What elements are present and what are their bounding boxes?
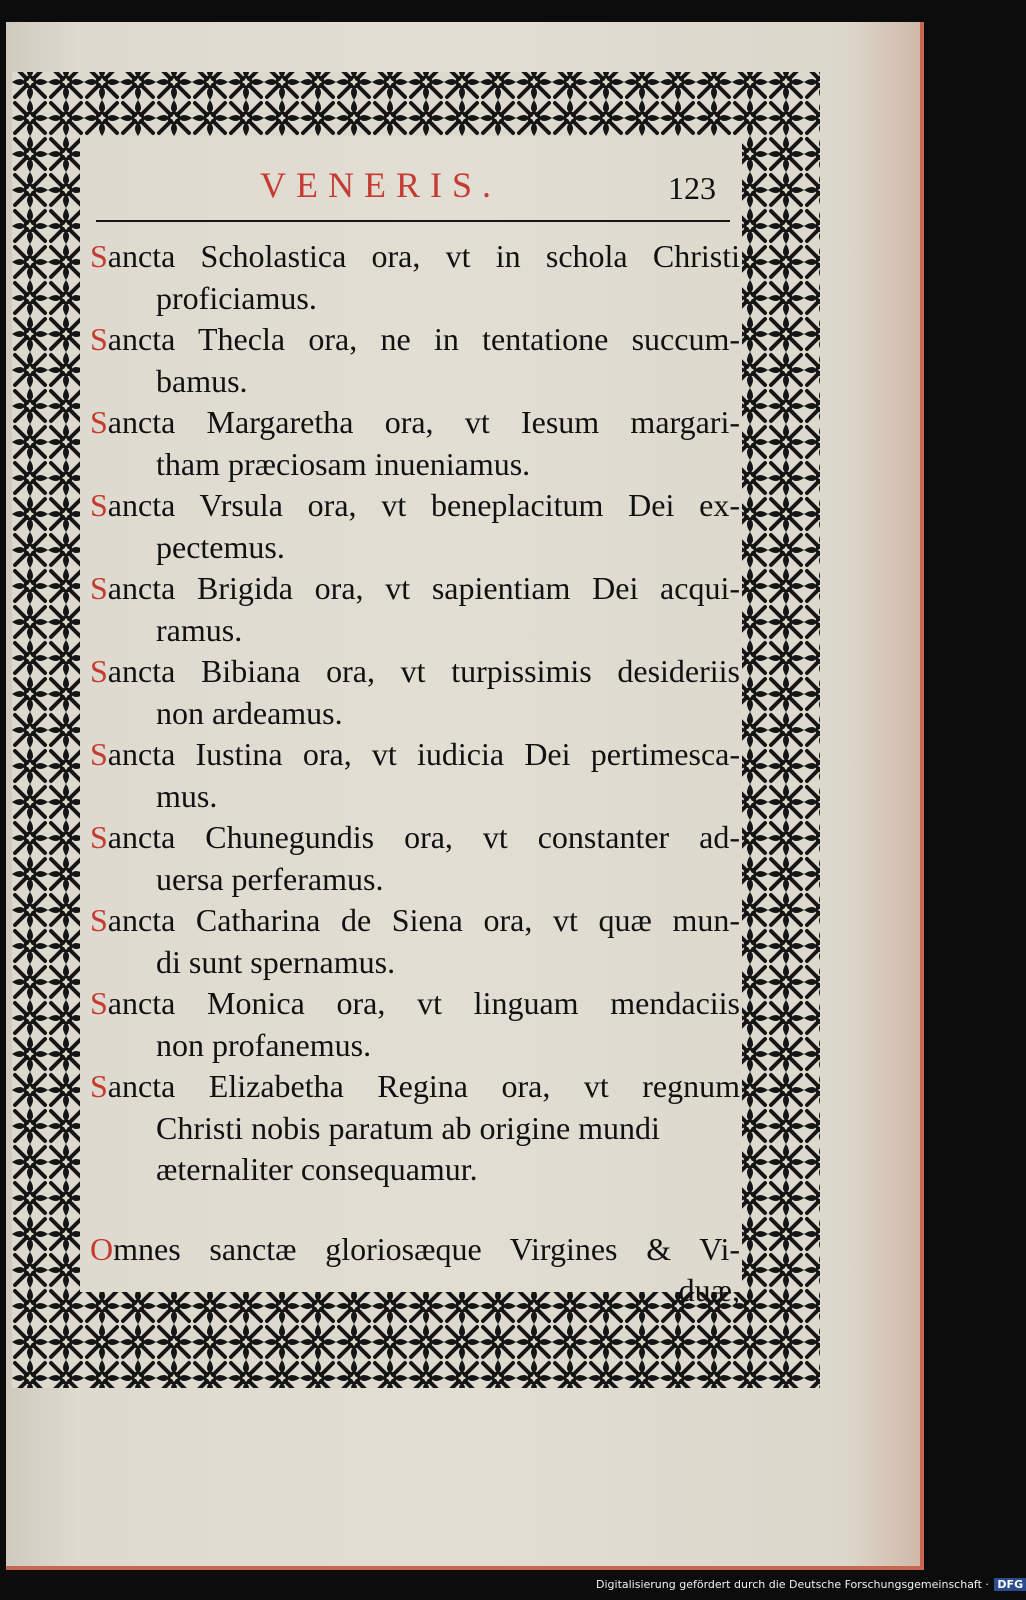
entry-continuation: proficiamus.: [156, 279, 317, 316]
rubricated-initial: S: [90, 736, 108, 772]
page-number: 123: [668, 170, 716, 206]
entry-continuation: bamus.: [156, 362, 248, 399]
litany-entry: [90, 900, 740, 983]
rubricated-initial: O: [90, 1230, 114, 1267]
closing-first-line: [90, 1229, 740, 1271]
entry-text: ancta Catharina de Siena ora, vt quæ mun-: [107, 902, 740, 938]
litany-entry: [90, 817, 740, 900]
rubricated-initial: S: [90, 985, 108, 1021]
rubricated-initial: S: [90, 902, 108, 938]
entry-text: ancta Margaretha ora, vt Iesum margari-: [107, 404, 740, 440]
entry-first-line: [90, 983, 740, 1025]
credit-text: Digitalisierung gefördert durch die Deutsche Forschungsgemeinschaft ·: [596, 1578, 989, 1591]
entry-text: ancta Elizabetha Regina ora, vt regnum: [107, 1068, 740, 1104]
entry-text: ancta Vrsula ora, vt beneplacitum Dei ex-: [107, 487, 740, 523]
closing-continuation: duæ,: [678, 1272, 740, 1308]
litany-entry: [90, 1066, 740, 1191]
entry-first-line: [90, 568, 740, 610]
entry-continuation: mus.: [156, 777, 218, 814]
litany-entry: [90, 236, 740, 319]
entry-continuation: æternaliter consequamur.: [156, 1151, 478, 1187]
closing-invocation: [90, 1229, 740, 1312]
paragraph-gap: [90, 1191, 740, 1229]
rubricated-initial: S: [90, 487, 108, 523]
rubricated-initial: S: [90, 570, 108, 606]
entry-continuation: uersa perferamus.: [156, 860, 384, 897]
entry-text: ancta Brigida ora, vt sapientiam Dei acqui-: [107, 570, 740, 606]
digitization-credit: [596, 1578, 1026, 1591]
entry-first-line: [90, 817, 740, 859]
litany-entry: [90, 485, 740, 568]
litany-entry: [90, 568, 740, 651]
rubricated-initial: S: [90, 404, 108, 440]
litany-entry: [90, 734, 740, 817]
running-head: VENERIS.: [260, 165, 501, 205]
entry-first-line: [90, 402, 740, 444]
entry-first-line: [90, 900, 740, 942]
rubricated-initial: S: [90, 238, 108, 274]
entry-continuation: non profanemus.: [156, 1026, 372, 1063]
litany-entry: [90, 651, 740, 734]
entry-text: ancta Scholastica ora, vt in schola Christi: [107, 238, 740, 274]
dfg-logo-icon: DFG: [994, 1578, 1026, 1591]
entry-continuation: Christi nobis paratum ab origine mundi: [156, 1109, 660, 1146]
entry-continuation: ramus.: [156, 611, 243, 648]
entry-text: ancta Thecla ora, ne in tentatione succum-: [107, 321, 740, 357]
entry-first-line: [90, 1066, 740, 1108]
rubricated-initial: S: [90, 819, 108, 855]
entry-first-line: [90, 734, 740, 776]
litany-entry: [90, 983, 740, 1066]
entry-continuation: di sunt spernamus.: [156, 943, 396, 980]
entry-text: ancta Chunegundis ora, vt constanter ad-: [107, 819, 740, 855]
closing-text: mnes sanctæ gloriosæque Virgines & Vi-: [113, 1230, 740, 1267]
litany-text-block: [90, 236, 740, 1312]
litany-entry: [90, 319, 740, 402]
rubricated-initial: S: [90, 321, 108, 357]
entry-first-line: [90, 485, 740, 527]
header-rule: [96, 220, 730, 222]
entry-first-line: [90, 236, 740, 278]
entry-continuation: non ardeamus.: [156, 694, 343, 731]
entry-continuation: pectemus.: [156, 528, 285, 565]
entry-text: ancta Bibiana ora, vt turpissimis desideriis: [107, 653, 740, 689]
rubricated-initial: S: [90, 653, 108, 689]
rubricated-initial: S: [90, 1068, 108, 1104]
entry-first-line: [90, 651, 740, 693]
entry-first-line: [90, 319, 740, 361]
entry-text: ancta Monica ora, vt linguam mendaciis: [107, 985, 740, 1021]
entry-continuation: tham præciosam inueniamus.: [156, 445, 531, 482]
litany-entry: [90, 402, 740, 485]
entry-text: ancta Iustina ora, vt iudicia Dei pertimesca-: [107, 736, 740, 772]
